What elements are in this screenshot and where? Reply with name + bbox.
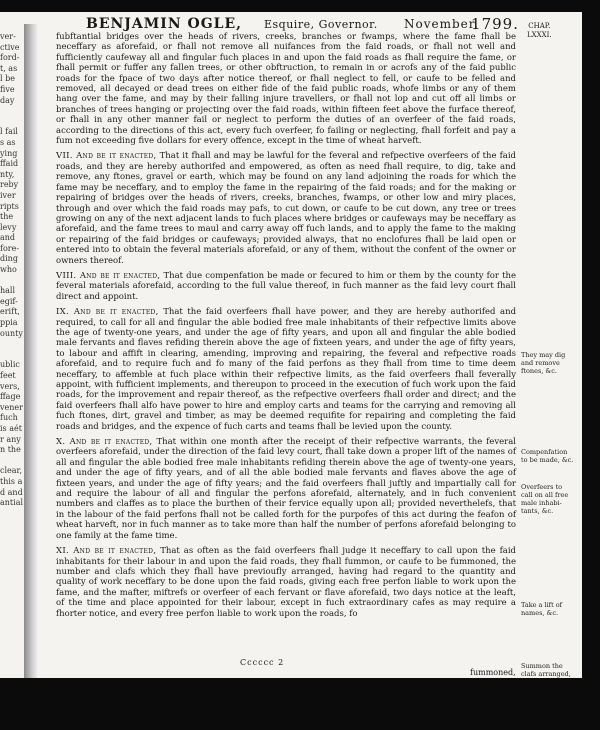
margin-fragment: r any: [0, 434, 21, 444]
scan-border-bottom: [0, 678, 600, 730]
scan-border-right: [582, 0, 600, 730]
margin-fragment: [0, 350, 24, 361]
margin-fragment: ver-: [0, 32, 16, 41]
header-title: Esquire, Governor.: [264, 18, 378, 31]
margin-fragment: t, as: [0, 63, 18, 73]
margin-fragment: ffage: [0, 392, 21, 402]
marginal-note: [521, 483, 581, 515]
margin-fragment: vener: [0, 402, 23, 412]
margin-fragment: antial: [0, 498, 24, 508]
margin-fragment: clear,: [0, 466, 23, 476]
marginal-note-line: call on all free: [521, 490, 569, 499]
margin-fragment: ublic: [0, 360, 20, 370]
marginal-note: [521, 601, 581, 617]
section-paragraph: [56, 546, 516, 619]
main-text-column: [56, 32, 516, 672]
marginal-note: [521, 351, 581, 375]
marginal-note-line: names, &c.: [521, 609, 559, 618]
margin-fragment: l fail: [0, 127, 18, 137]
section-paragraph: [56, 437, 516, 541]
marginal-note-line: to be made, &c.: [521, 456, 574, 465]
margin-fragment: s as: [0, 137, 16, 147]
margin-fragment: the: [0, 212, 14, 222]
scan-border-top: [0, 0, 600, 12]
margin-fragment: n the: [0, 445, 21, 455]
margin-fragment: ppia: [0, 318, 18, 328]
header-month: November,: [404, 17, 479, 31]
margin-fragment: nty,: [0, 169, 15, 179]
section-text: That within one month after the receipt of their refpective warrants, the feveral overfeers aforefaid, under the direction of the faid levy court, fhall take down a proper lift of the names of all and fingular the able bodied free male inhabitants refiding therein above the age of twenty-one years, and under the age of fifty years, and of all the able bodied male fervants and flaves above the age of fixteen years, and under the age of fifty years; and the faid overfeers fhall juftly and impartially call for and require the labour of all and fingular the perfons aforefaid, alternately, and in fuch convenient numbers and claffes as to place the burthen of their fervice equally upon all; provided neverthelefs, that in the labour of the faid perfons fhall not be called forth for the purpofes of this act during the feafon of wheat harveft, nor in fuch manner as to take more than half the number of perfons aforefaid belonging to one family at the fame time.: [56, 437, 517, 541]
section-text: That due compenfation be made or fecured to him or them by the county for the feveral materials aforefaid, according to the full value thereof, in fuch manner as the faid levy court fhall direct and appoint.: [56, 270, 517, 302]
document-page: [0, 12, 582, 678]
marginal-note: [521, 448, 581, 464]
chapter-word: CHAP.: [528, 22, 551, 30]
section-text: That as often as the faid overfeers fhall judge it neceffary to call upon the faid inhabitants for their labour in and upon the faid roads, they fhall fummon, or caufe to be fummoned, the number and clafs which they fhall have previoufly arranged, having had regard to the quantity and quality of work neceffary to be done upon the faid roads, giving each free perfon liable to work upon the fame, and the mafter, miftrefs or overfeer of each fervant or flave aforefaid, two days notice at the leaft, of the time and place appointed for their labour, except in fuch extraordinary cafes as may require a fhorter notice, and every free perfon liable to work upon the roads, fo: [56, 546, 516, 619]
margin-fragment: ripts: [0, 201, 19, 211]
margin-fragment: [0, 456, 24, 467]
margin-fragment: d and: [0, 487, 23, 497]
section-paragraph: [56, 307, 516, 432]
section-heading: XI. And be it enacted,: [56, 546, 157, 557]
margin-fragment: [0, 276, 24, 287]
margin-fragment: l be: [0, 74, 15, 84]
margin-fragment: [0, 106, 24, 117]
margin-fragment: egif-: [0, 296, 18, 306]
marginal-note-line: tants, &c.: [521, 506, 554, 515]
section-paragraph: [56, 271, 516, 302]
margin-fragment: hall: [0, 286, 16, 296]
section-text: fubftantial bridges over the heads of rivers, creeks, branches or fwamps, where the fame fhall be neceffary as aforefaid, or fhall not remove all nuifances from the faid roads, or fhall not well and fufficiently caufeway all and fingular fuch places in and upon the faid roads as fhall require the fame, or fhall permit or fuffer any fallen trees, or other obftruction, to remain in or acrofs any of the faid public roads for the fpace of two days after notice thereof, or fhall neglect to fell, or caufe to be felled and removed, all decayed or dead trees on either fide of the faid public roads, whofe limbs or any of them hang over the fame, and may by their falling injure travellers, or fhall not lop and cut off all limbs or branches of trees hanging or projecting over the faid roads, within fifteen feet above the furface thereof, or fhall in any other manner fail or neglect to perform the duties of an overfeer of the faid roads, according to the directions of this act, every fuch overfeer, fo failing or neglecting, fhall forfeit and pay a fum not exceeding five dollars for every offence, except in the time of wheat harveft.: [56, 32, 516, 147]
catchword: fummoned,: [470, 668, 516, 677]
marginal-note-line: They may dig: [521, 351, 566, 360]
marginal-note-line: ftones, &c.: [521, 367, 557, 376]
section-paragraph: [56, 151, 516, 265]
marginal-note-line: Compenfation: [521, 448, 568, 457]
marginal-note-line: and remove: [521, 359, 560, 368]
margin-fragment: reby: [0, 180, 19, 190]
section-paragraph: [56, 32, 516, 146]
margin-fragment: five: [0, 84, 15, 94]
margin-fragment: fuch: [0, 413, 18, 423]
section-heading: IX. And be it enacted,: [56, 307, 159, 318]
margin-fragment: who: [0, 265, 17, 275]
marginal-note-line: male inhabi-: [521, 498, 562, 507]
section-text: That it fhall and may be lawful for the feveral and refpective overfeers of the faid roads, and they are hereby authorifed and empowered, as often as need fhall require, to dig, take and remove, any ftones, gravel or earth, which may be found on any land adjoining the roads for which the fame may be neceffary, and to employ the fame in the repairing of the faid roads; and for the making or repairing of bridges over the heads of rivers, creeks, branches, fwamps, or other low and miry places, through and over which the faid roads may pafs, to cut down, or caufe to be cut down, any tree or trees growing on any of the next adjacent lands to fuch places where bridges or caufeways may be neceffary as aforefaid, and the fame trees to maul and carry away off fuch lands, and to apply the fame to the making or repairing of the faid bridges or caufeways; provided always, that no enclofures fhall be laid open or entered into to obtain the feveral materials aforefaid, or any of them, without the confent of the owner or owners thereof.: [56, 151, 516, 266]
margin-fragment: ffaid: [0, 159, 19, 169]
margin-fragment: is aét: [0, 423, 22, 433]
margin-fragment: this a: [0, 476, 23, 486]
gutter-shadow: [24, 24, 38, 690]
header-governor-name: BENJAMIN OGLE,: [86, 16, 243, 32]
margin-fragment: ford-: [0, 53, 20, 63]
section-text: That the faid overfeers fhall have power, and they are hereby authorifed and required, to call for all and fingular the able bodied free male inhabitants of their refpective limits above the age of twenty-one years, and under the age of fifty years, and upon all and fingular the able bodied male fervants and flaves refiding therein above the age of fixteen years, and under the age of fifty years, to labour and affift in clearing, amending, improving and repairing, the feveral and refpective roads aforefaid, and to require fuch and fo many of the faid perfons as they fhall from time to time deem neceffary, to affemble at fuch place within their refpective limits, as the faid overfeers fhall feverally appoint, with fufficient implements, and thereupon to proceed in the execution of fuch work upon the faid roads, for the improvement and repair thereof, as the refpective overfeers fhall order and direct; and the faid overfeers fhall alfo have power to hire and employ carts and teams for the carrying and removing all fuch ftones, dirt, gravel and timber, as may be deemed requifite for repairing and completing the faid roads and bridges, and the expence of fuch carts and teams fhall be levied upon the county.: [56, 307, 517, 432]
margin-fragment: [0, 339, 24, 350]
signature-mark: Cccccc 2: [240, 658, 285, 667]
marginal-note-line: Take a lift of: [521, 601, 563, 610]
header-year: 1799.: [471, 15, 519, 33]
margin-fragment: iver: [0, 190, 16, 200]
marginal-note-line: Summon the: [521, 662, 563, 671]
margin-fragment: [0, 117, 24, 128]
chapter-label: [527, 22, 552, 40]
marginal-note-line: clafs arranged,: [521, 670, 571, 679]
margin-fragment: ctive: [0, 42, 20, 52]
margin-fragment: day: [0, 95, 15, 105]
margin-fragment: vers,: [0, 381, 20, 391]
margin-fragment: erift,: [0, 307, 20, 317]
margin-fragment: levy: [0, 222, 17, 232]
margin-fragment: feet: [0, 371, 16, 380]
margin-fragment: ounty: [0, 328, 23, 338]
section-heading: VIII. And be it enacted,: [56, 270, 161, 281]
section-heading: X. And be it enacted,: [56, 437, 153, 448]
margin-fragment: ying: [0, 148, 18, 158]
margin-fragment: ding: [0, 254, 18, 264]
chapter-number: LXXXI.: [527, 31, 552, 39]
previous-page-margin-fragments: [0, 32, 24, 672]
section-heading: VII. And be it enacted,: [56, 151, 157, 162]
marginal-note-line: Overfeers to: [521, 482, 563, 491]
margin-fragment: and: [0, 233, 16, 243]
margin-fragment: fore-: [0, 243, 20, 253]
